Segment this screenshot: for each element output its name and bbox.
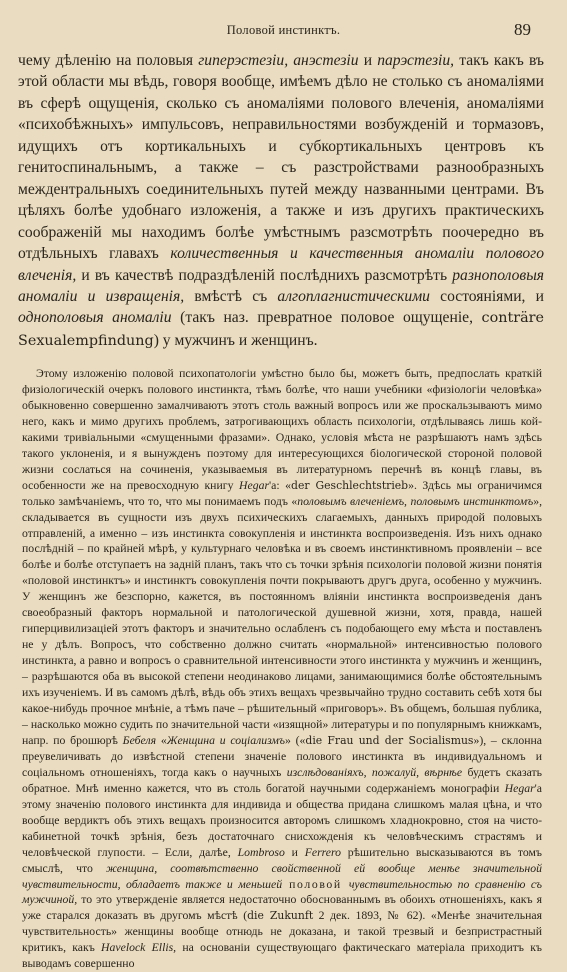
body-seg: conträre Sexualempfindung xyxy=(18,310,544,349)
body-seg: однополовыя аномаліи xyxy=(18,309,172,327)
fn-seg: половымъ влеченіемъ, половымъ инстинктомъ xyxy=(297,494,534,508)
running-head: Половой инстинктъ. xyxy=(226,23,341,37)
fn-seg: », складывается въ сущности изъ двухъ психическихъ слагаемыхъ, данныхъ природой половыхъ отправленій, а именно – изъ инстинкта совокупленія и инстинкта воспроизведенія. Изъ нихъ однако послѣдній – по крайней мѣрѣ, у культурнаго человѣка и въ своемъ инстинктивномъ проявленіи – все болѣе и болѣе отступаетъ на задній планъ, такъ что съ точки зрѣнія психологіи половой жизни понятія «половой инстинктъ» и инстинктъ совокупленія почти покрываютъ другъ друга, особенно у мужчинъ. У женщинъ же безспорно, кажется, въ постоянномъ вліяніи инстинкта воспроизведенія данъ своеобразный факторъ нормальной и патологической душевной жизни, хотя, правда, нашей гиперцивилизаціей этотъ факторъ и значительно ослабленъ съ подобающего ему мѣста и поставленъ не у дѣлъ. Вопросъ, что собственно должно считать «нормальной» интенсивностью полового инстинкта, а равно и вопросъ о сравнительной интенсивности этого инстинкта у мужчинъ и женщинъ, – разрѣшаются оба въ высокой степени неодинаково лицами, занимающимися болѣе обстоятельнымъ ихъ изученіемъ. И въ самомъ дѣлѣ, вѣдь объ этихъ вещахъ чрезвычайно трудно составить себѣ хотя бы какое-нибудь прочное мнѣніе, а тѣмъ паче – рѣшительный «приговоръ». Въ общемъ, большая публика, – насколько можно судить по значительной части «изящной» литературы и по популярнымъ книжкамъ, напр. по брошюрѣ xyxy=(22,494,542,747)
body-seg: алгоплагнистическими xyxy=(277,287,430,305)
fn-seg: Hegar xyxy=(504,781,535,795)
main-paragraph xyxy=(18,50,544,352)
fn-seg: то это утвержденіе является недостаточно обоснованнымъ въ обоихъ отношеніяхъ, какъ я уже старался доказать въ другомъ мѣстѣ ( xyxy=(22,893,542,923)
fn-seg: 'a этому значенію полового инстинкта для индивида и общества придана слишкомъ малая цѣна, и что вообще вердиктъ объ этихъ вещахъ произносится авторомъ слишкомъ хладнокровно, стоя на чисто-кабинетной точкѣ зрѣнія, безъ достаточнаго снисхожденія къ человѣческимъ страстямъ и человѣческой глупости. – Если, далѣе, xyxy=(22,781,542,859)
body-seg: чему дѣленію на половыя xyxy=(18,52,199,69)
body-seg: и въ качествѣ подраздѣленій послѣднихъ разсмотрѣть xyxy=(76,266,453,284)
fn-seg: 'a: « xyxy=(269,478,292,492)
fn-seg: Женщина и соціализмъ xyxy=(166,733,286,747)
fn-seg: будетъ сказать обратное. Мнѣ именно кажется, что въ столь богатой научными содержаніемъ монографіи xyxy=(22,765,542,795)
footnote xyxy=(22,366,542,972)
fn-seg: Бебеля xyxy=(122,733,157,747)
fn-seg: чувствительностью по сравненію съ мужчиной, xyxy=(22,877,542,907)
page-number: 89 xyxy=(514,20,531,39)
fn-seg: 2 дек. 1893, № 62). «Менѣе значительная чувствительность» женщины вообще отнюдь не доказана, и такой трезвый и безпристрастный критикъ, какъ xyxy=(22,909,542,955)
fn-seg: die Zukunft xyxy=(247,909,314,923)
body-seg: такъ какъ въ этой области мы вѣдь, говоря вообще, имѣемъ дѣло не столько съ аномаліями въ сферѣ ощущенія, сколько съ аномаліями полового влеченія, аномаліями «психобѣжныхъ» импульсовъ, неправильностями возбужденій и тормазовъ, идущихъ отъ кортикальныхъ и субкортикальныхъ центровъ къ генитоспинальнымъ, а также – съ разстройствами разнообразныхъ междентральныхъ соединительныхъ путей между названными центрами. Въ цѣляхъ болѣе удобнаго изложенія, а также и изъ другихъ практическихъ соображеній мы находимъ болѣе умѣстнымъ разсмотрѣть поочередно въ отдѣльныхъ главахъ xyxy=(18,52,544,263)
fn-seg: Hegar xyxy=(239,478,270,492)
fn-seg: »), – склонна преувеличивать до извѣстной степени значеніе полового инстинкта въ индивидуальномъ и соціальномъ отношеніяхъ, тогда какъ о научныхъ xyxy=(22,733,543,779)
fn-seg: и xyxy=(284,845,305,859)
body-seg: количественныя и качественныя аномаліи полового влеченія, xyxy=(18,245,545,284)
fn-seg: женщина, соотвѣтственно свойственной ей вообще менѣе значительной чувствительности, обладаетъ также и меньшей xyxy=(22,861,542,891)
fn-seg: « xyxy=(156,733,167,747)
main-text xyxy=(18,50,544,352)
fn-seg: Havelock Ellis, xyxy=(101,941,177,955)
fn-seg: ». Здѣсь мы ограничимся только замѣчаніемъ, что то, что мы понимаемъ подъ « xyxy=(22,478,542,508)
body-seg: гиперэстезіи, анэстезіи xyxy=(198,52,359,69)
footnote-paragraph xyxy=(22,366,542,972)
body-seg: и xyxy=(358,52,378,69)
fn-seg: изслѣдованіяхъ, пожалуй, вѣрнѣе xyxy=(286,765,463,779)
fn-seg: Этому изложенію половой психопатологіи умѣстно было бы, можетъ быть, предпослать краткій физіологическій очеркъ полового инстинкта, тѣмъ болѣе, что наши учебники «физіологіи человѣка» обыкновенно совершенно замалчиваютъ этотъ столь важный вопросъ или же проскальзываютъ мимо него, какъ и мимо другихъ проблемъ, затрогивающихъ область психологіи, отдѣлываясь лишь кой-какими тривіальными «смущенными фразами». Однако, условія мѣста не разрѣшаютъ намъ здѣсь такого уклоненія, и я вынужденъ поэтому для интересующихся біологической стороной половой жизни сослаться на сочиненія, указываемыя въ литературномъ перечнѣ въ концѣ главы, въ особенности же на превосходную книгу xyxy=(22,367,542,492)
body-seg: вмѣстѣ съ xyxy=(184,287,278,305)
body-seg: (такъ наз. превратное половое ощущеніе, xyxy=(171,309,482,327)
body-seg: ) у мужчинъ и женщинъ. xyxy=(153,331,318,349)
fn-seg: половой xyxy=(282,877,349,891)
fn-seg: на основаніи существующаго фактическаго матеріала приходитъ къ выводамъ совершенно xyxy=(22,941,543,971)
body-seg: парэстезіи, xyxy=(377,52,455,69)
fn-seg: die Frau und der Socialismus xyxy=(305,733,474,747)
page-header xyxy=(0,20,567,44)
fn-seg: Lombroso xyxy=(237,845,285,859)
fn-seg: рѣшительно высказываются въ томъ смыслѣ, что xyxy=(22,845,542,875)
fn-seg: » (« xyxy=(285,733,306,747)
body-seg: разнополовыя аномаліи и извращенія, xyxy=(18,266,544,305)
fn-seg: Ferrero xyxy=(304,845,342,859)
body-seg: состояніями, и xyxy=(429,287,544,305)
fn-seg: der Geschlechtstrieb xyxy=(291,478,409,492)
